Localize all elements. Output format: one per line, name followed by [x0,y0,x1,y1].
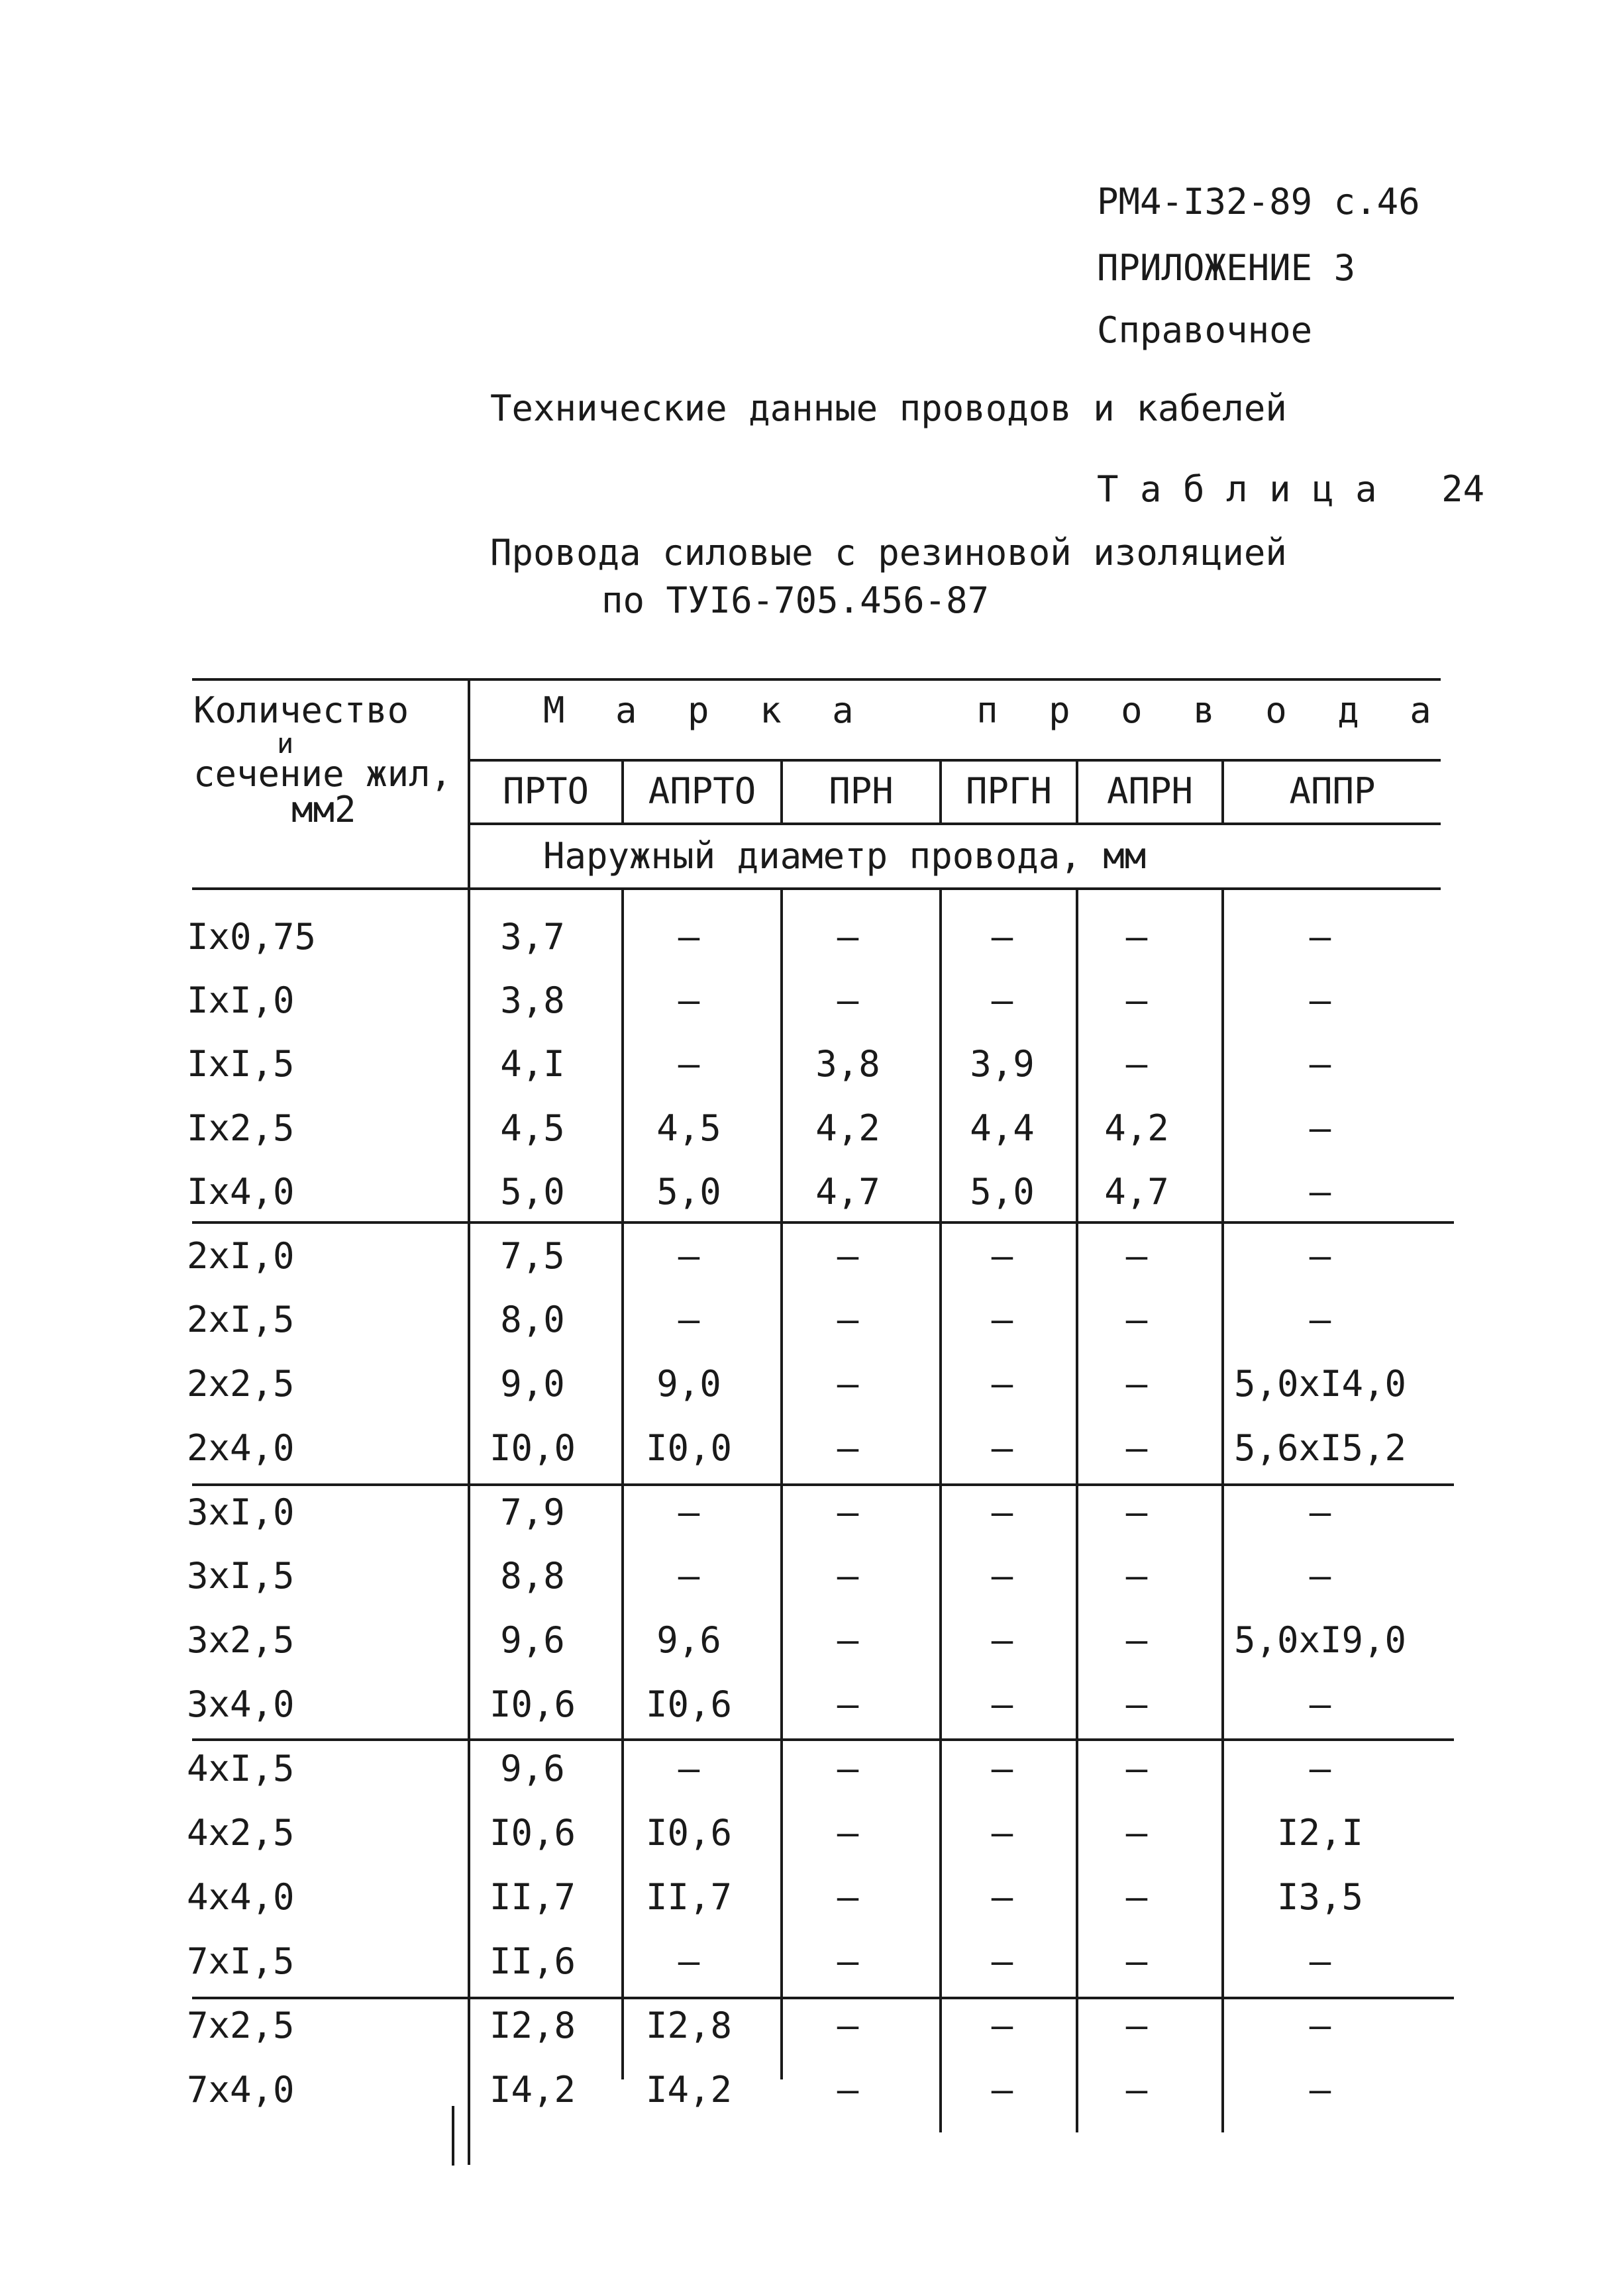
row-label-cross-section: 3хI,0 [187,1491,295,1533]
table-cell: – [1309,1940,1331,1982]
table-cell: 4,4 [970,1107,1035,1149]
table-cell: 9,6 [500,1619,565,1661]
table-cell: – [1309,1107,1331,1149]
table-subheader: Наружный диаметр провода, мм [543,835,1147,877]
table-cell: – [1125,2005,1148,2046]
table-cell: – [678,1491,700,1533]
column-header-top-rule [469,759,1441,762]
first-column-header-line: и [277,727,294,760]
table-title-line2: по ТУI6-705.456-87 [601,579,990,621]
row-label-cross-section: 2х2,5 [187,1363,295,1405]
column-header-appr: АППР [1289,770,1376,812]
table-cell: 4,2 [1104,1107,1169,1149]
section-title: Технические данные проводов и кабелей [490,387,1287,429]
row-label-cross-section: 4х4,0 [187,1876,295,1918]
appendix-number: ПРИЛОЖЕНИЕ 3 [1097,247,1356,289]
table-cell: I4,2 [645,2069,733,2111]
row-label-cross-section: Iх4,0 [187,1171,295,1213]
table-cell: – [837,1427,859,1469]
table-cell: – [991,1812,1013,1854]
table-cell: – [991,2069,1013,2111]
table-cell: 5,0 [500,1171,565,1213]
table-cell: 5,0 [970,1171,1035,1213]
table-cell: – [1309,1235,1331,1277]
table-cell: – [1309,1683,1331,1725]
table-cell: 4,5 [500,1107,565,1149]
row-label-cross-section: Iх2,5 [187,1107,295,1149]
row-label-cross-section: 3х2,5 [187,1619,295,1661]
table-cell: 4,5 [656,1107,721,1149]
table-cell: – [1125,1043,1148,1085]
table-cell: – [837,1940,859,1982]
document-reference: РМ4-I32-89 с.46 [1097,181,1420,223]
column-divider [468,678,470,2165]
column-header-prgn: ПРГН [965,770,1053,812]
table-cell: 5,0хI9,0 [1233,1619,1407,1661]
table-cell: II,7 [645,1876,733,1918]
table-cell: – [1125,1555,1148,1597]
row-label-cross-section: 2хI,0 [187,1235,295,1277]
table-cell: – [1309,916,1331,958]
table-cell: 3,8 [500,979,565,1021]
table-cell: I2,8 [489,2005,576,2046]
table-cell: 5,6хI5,2 [1233,1427,1407,1469]
table-cell: 5,0хI4,0 [1233,1363,1407,1405]
table-cell: – [837,1748,859,1789]
table-cell: II,7 [489,1876,576,1918]
table-cell: – [678,1299,700,1340]
row-label-cross-section: IхI,5 [187,1043,295,1085]
table-cell: – [678,1555,700,1597]
table-cell: 8,0 [500,1299,565,1340]
group-rule [192,1997,1454,1999]
table-cell: – [1125,979,1148,1021]
table-cell: – [678,979,700,1021]
table-cell: – [837,1235,859,1277]
first-column-header-line: мм2 [291,789,356,830]
table-cell: – [991,1619,1013,1661]
table-cell: – [991,1555,1013,1597]
row-label-cross-section: IхI,0 [187,979,295,1021]
table-cell: – [1309,979,1331,1021]
table-cell: – [837,2005,859,2046]
table-cell: – [837,1363,859,1405]
table-cell: – [991,1363,1013,1405]
table-cell: 4,7 [1104,1171,1169,1213]
table-cell: 9,0 [500,1363,565,1405]
table-cell: – [837,1619,859,1661]
table-cell: – [1309,1555,1331,1597]
table-cell: I0,6 [489,1812,576,1854]
table-cell: – [1125,1491,1148,1533]
table-cell: – [678,916,700,958]
table-cell: 7,5 [500,1235,565,1277]
table-cell: 9,6 [500,1748,565,1789]
table-cell: – [678,1235,700,1277]
appendix-type: Справочное [1097,309,1313,351]
table-cell: – [1125,1299,1148,1340]
table-cell: – [1309,1299,1331,1340]
row-label-cross-section: 2х4,0 [187,1427,295,1469]
row-label-cross-section: Iх0,75 [187,916,317,958]
row-label-cross-section: 3хI,5 [187,1555,295,1597]
table-cell: – [837,916,859,958]
table-cell: I3,5 [1276,1876,1364,1918]
row-label-cross-section: 2хI,5 [187,1299,295,1340]
table-cell: – [991,916,1013,958]
table-cell: 4,I [500,1043,565,1085]
table-cell: – [991,1299,1013,1340]
table-cell: – [1309,1043,1331,1085]
table-cell: – [1125,1235,1148,1277]
table-cell: – [1125,1812,1148,1854]
table-cell: – [1125,1363,1148,1405]
table-label: Т а б л и ц а 24 [1097,468,1485,510]
first-column-header-line: Количество [193,689,409,731]
table-cell: – [991,2005,1013,2046]
table-cell: I2,8 [645,2005,733,2046]
table-cell: I4,2 [489,2069,576,2111]
table-cell: – [1125,916,1148,958]
table-cell: – [837,2069,859,2111]
table-cell: – [837,1683,859,1725]
column-header-prto: ПРТО [502,770,590,812]
table-cell: – [1309,1748,1331,1789]
column-header-bottom-rule [469,823,1441,825]
group-header: М а р к а п р о в о д а [543,689,1446,731]
row-label-cross-section: 7х4,0 [187,2069,295,2111]
table-cell: – [991,979,1013,1021]
row-label-cross-section: 7хI,5 [187,1940,295,1982]
table-cell: – [991,1876,1013,1918]
table-cell: – [678,1940,700,1982]
table-top-rule [192,678,1441,681]
table-cell: 4,7 [815,1171,880,1213]
group-rule [192,1738,1454,1741]
row-label-cross-section: 4хI,5 [187,1748,295,1789]
row-label-cross-section: 4х2,5 [187,1812,295,1854]
table-cell: 9,6 [656,1619,721,1661]
table-title-line1: Провода силовые с резиновой изоляцией [490,532,1287,574]
table-cell: – [1125,1748,1148,1789]
table-cell: – [837,979,859,1021]
table-cell: 3,9 [970,1043,1035,1085]
column-header-prn: ПРН [829,770,894,812]
column-header-aprto: АПРТО [648,770,756,812]
group-rule [192,1221,1454,1224]
table-cell: – [678,1748,700,1789]
table-cell: – [837,1299,859,1340]
table-cell: – [1309,2069,1331,2111]
group-rule [192,1483,1454,1486]
table-cell: 7,9 [500,1491,565,1533]
column-header-aprn: АПРН [1106,770,1194,812]
table-cell: – [837,1876,859,1918]
column-divider-tail [452,2106,454,2166]
table-cell: I0,6 [645,1812,733,1854]
table-cell: 9,0 [656,1363,721,1405]
table-cell: I0,6 [645,1683,733,1725]
table-cell: – [1125,1619,1148,1661]
row-label-cross-section: 7х2,5 [187,2005,295,2046]
table-cell: – [837,1491,859,1533]
table-cell: I2,I [1276,1812,1364,1854]
table-cell: II,6 [489,1940,576,1982]
table-cell: 3,8 [815,1043,880,1085]
table-cell: – [991,1491,1013,1533]
row-label-cross-section: 3х4,0 [187,1683,295,1725]
table-cell: – [991,1940,1013,1982]
table-cell: – [1125,2069,1148,2111]
table-cell: 3,7 [500,916,565,958]
table-cell: I0,0 [645,1427,733,1469]
header-bottom-rule [192,887,1441,890]
table-cell: I0,6 [489,1683,576,1725]
table-cell: – [837,1812,859,1854]
table-cell: – [991,1235,1013,1277]
table-cell: 4,2 [815,1107,880,1149]
table-cell: – [1125,1940,1148,1982]
table-cell: – [991,1683,1013,1725]
table-cell: – [1309,1491,1331,1533]
table-cell: – [1125,1427,1148,1469]
table-cell: – [678,1043,700,1085]
table-cell: 8,8 [500,1555,565,1597]
table-cell: – [1309,1171,1331,1213]
table-cell: – [1309,2005,1331,2046]
table-cell: – [1125,1683,1148,1725]
table-cell: – [1125,1876,1148,1918]
table-cell: I0,0 [489,1427,576,1469]
table-cell: 5,0 [656,1171,721,1213]
table-cell: – [837,1555,859,1597]
table-cell: – [991,1748,1013,1789]
table-cell: – [991,1427,1013,1469]
first-column-header-line: сечение жил, [193,753,452,795]
